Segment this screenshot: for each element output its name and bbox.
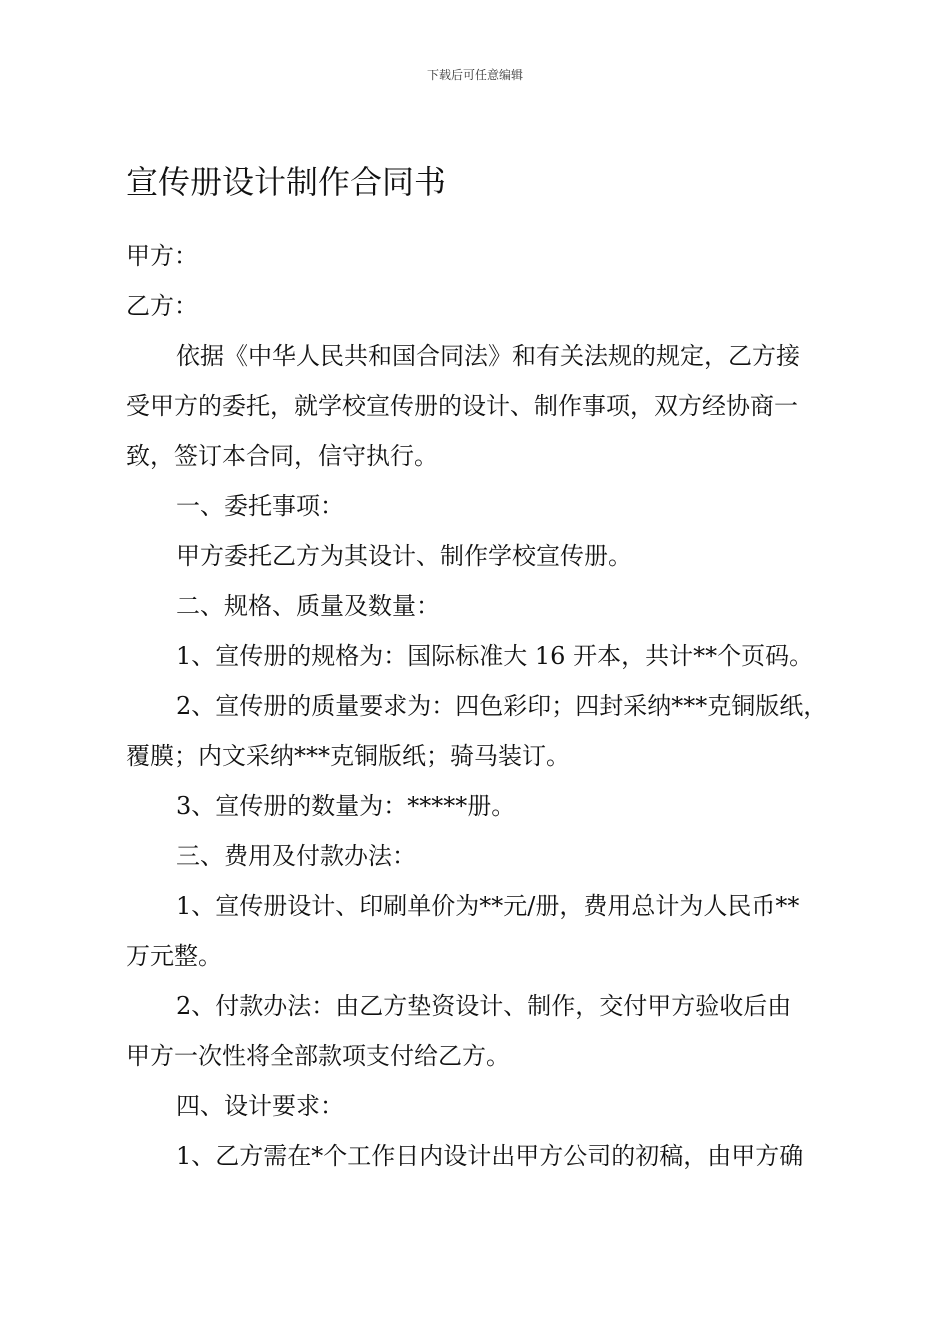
- paragraph-line: 致，签订本合同，信守执行。: [126, 442, 438, 470]
- clause-line: 1、宣传册的规格为：国际标准大 16 开本，共计**个页码。: [176, 642, 814, 670]
- section-heading: 一、委托事项：: [176, 492, 344, 520]
- party-a-line: 甲方：: [126, 242, 198, 270]
- clause-line: 万元整。: [126, 942, 222, 970]
- clause-line: 2、付款办法：由乙方垫资设计、制作，交付甲方验收后由: [176, 992, 792, 1020]
- clause-line: 2、宣传册的质量要求为：四色彩印；四封采纳***克铜版纸，: [176, 692, 828, 720]
- paragraph-line: 依据《中华人民共和国合同法》和有关法规的规定，乙方接: [176, 342, 800, 370]
- section-heading: 二、规格、质量及数量：: [176, 592, 440, 620]
- clause-line: 1、宣传册设计、印刷单价为**元/册，费用总计为人民币**: [176, 892, 800, 920]
- clause-line: 3、宣传册的数量为：*****册。: [176, 792, 516, 820]
- document-title: 宣传册设计制作合同书: [126, 163, 447, 201]
- paragraph-line: 甲方委托乙方为其设计、制作学校宣传册。: [176, 542, 632, 570]
- clause-line: 覆膜；内文采纳***克铜版纸；骑马装订。: [126, 742, 570, 770]
- clause-line: 甲方一次性将全部款项支付给乙方。: [126, 1042, 510, 1070]
- party-b-line: 乙方：: [126, 292, 198, 320]
- page-header-note: 下载后可任意编辑: [426, 68, 523, 82]
- clause-line: 1、乙方需在*个工作日内设计出甲方公司的初稿，由甲方确: [176, 1142, 804, 1170]
- section-heading: 三、费用及付款办法：: [176, 842, 416, 870]
- section-heading: 四、设计要求：: [176, 1092, 344, 1120]
- paragraph-line: 受甲方的委托，就学校宣传册的设计、制作事项，双方经协商一: [126, 392, 798, 420]
